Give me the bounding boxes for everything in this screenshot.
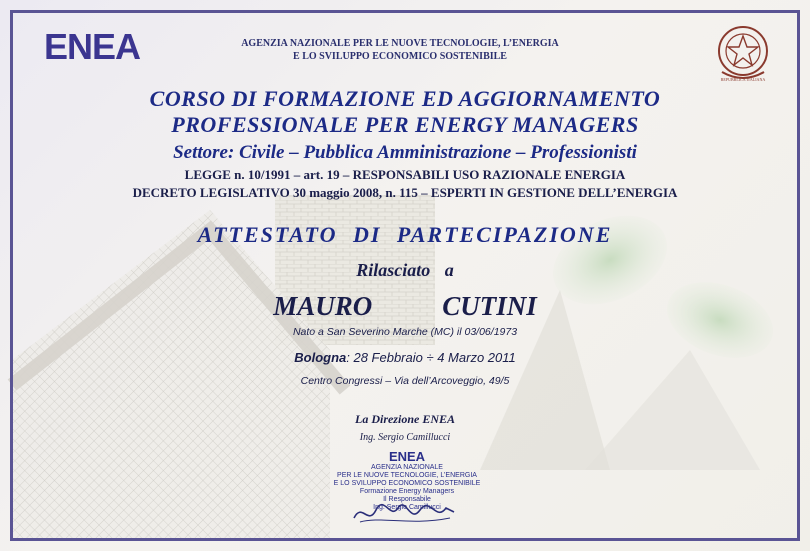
course-law: LEGGE n. 10/1991 – art. 19 – RESPONSABILI USO RAZIONALE ENERGIA <box>184 167 626 182</box>
stamp-line-3: E LO SVILUPPO ECONOMICO SOSTENIBILE <box>333 480 481 487</box>
course-dates <box>0 350 810 365</box>
recipient-last-name: CUTINI <box>442 291 537 321</box>
stamp-logo: ENEA <box>388 449 426 464</box>
stamp-line-4: Formazione Energy Managers <box>359 488 455 495</box>
recipient-first-name: MAURO <box>273 291 373 321</box>
enea-logo-text: ENEA <box>44 28 141 64</box>
course-date-range: : 28 Febbraio ÷ 4 Marzo 2011 <box>346 350 516 365</box>
enea-logo <box>44 28 164 64</box>
certificate-heading: ATTESTATO DI PARTECIPAZIONE <box>197 222 613 247</box>
agency-line-2: E LO SVILUPPO ECONOMICO SOSTENIBILE <box>293 51 507 62</box>
stamp-line-6: Ing. Sergio Camillucci <box>373 504 441 511</box>
agency-line-1: AGENZIA NAZIONALE PER LE NUOVE TECNOLOGIE, L’ENERGIA <box>241 38 559 49</box>
stamp-line-1: AGENZIA NAZIONALE <box>371 464 443 471</box>
agency-name <box>190 37 610 63</box>
stamp-line-5: Il Responsabile <box>383 496 431 503</box>
signer-name: Ing. Sergio Camillucci <box>359 432 451 443</box>
course-sector: Settore: Civile – Pubblica Amministrazione – Professionisti <box>173 142 637 163</box>
handwritten-signature <box>350 498 460 528</box>
course-decree: DECRETO LEGISLATIVO 30 maggio 2008, n. 115 – ESPERTI IN GESTIONE DELL’ENERGIA <box>132 185 678 200</box>
direction-label: La Direzione ENEA <box>354 412 455 426</box>
italian-republic-emblem-icon <box>712 22 774 84</box>
course-title-line-1: CORSO DI FORMAZIONE ED AGGIORNAMENTO <box>149 86 661 111</box>
course-title-line-2: PROFESSIONALE PER ENERGY MANAGERS <box>171 112 639 137</box>
course-city: Bologna <box>294 350 347 365</box>
recipient-name <box>0 291 810 322</box>
birth-info: Nato a San Severino Marche (MC) il 03/06/1973 <box>292 326 518 338</box>
issued-to-label: Rilasciato a <box>356 260 454 280</box>
stamp-line-2: PER LE NUOVE TECNOLOGIE, L’ENERGIA <box>337 472 477 479</box>
emblem-text: REPUBBLICA ITALIANA <box>720 77 766 82</box>
course-venue: Centro Congressi – Via dell’Arcoveggio, 49/5 <box>300 375 510 387</box>
